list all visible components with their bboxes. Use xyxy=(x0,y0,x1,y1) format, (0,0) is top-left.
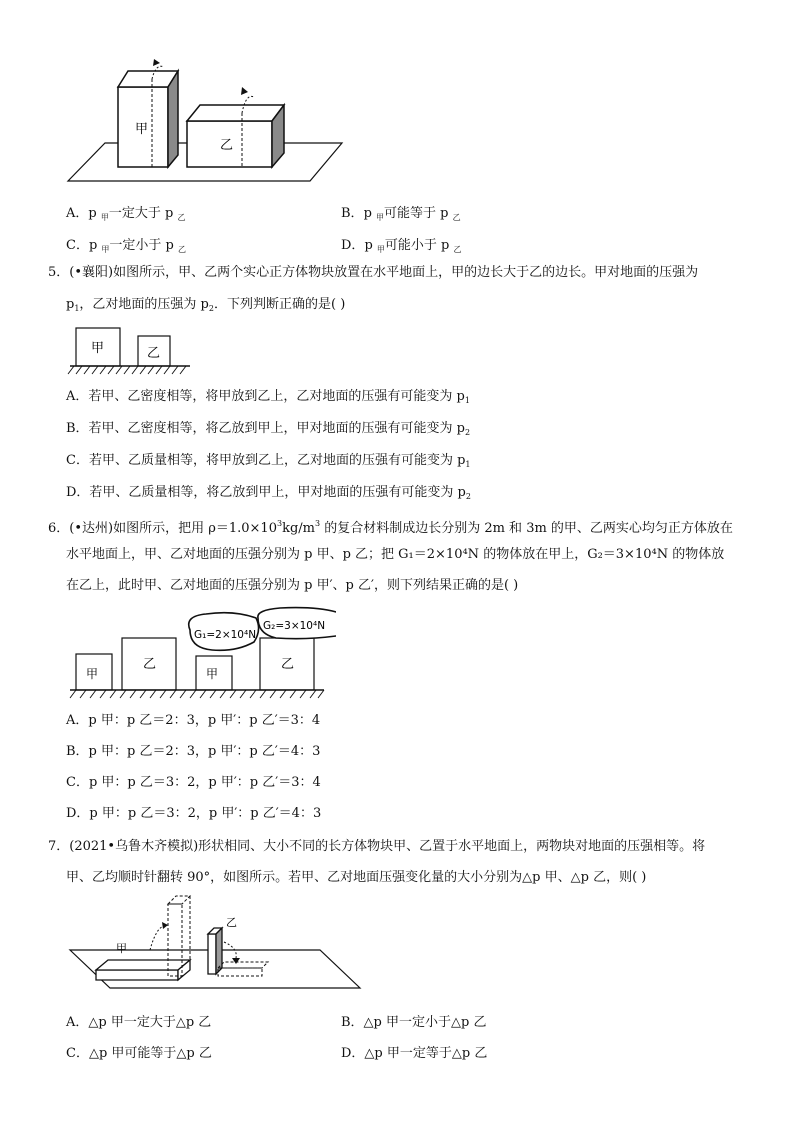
q6-stem-line2: 水平地面上，甲、乙对地面的压强分别为 p 甲、p 乙；把 G₁＝2×10⁴N 的物体放在甲上，G₂＝3×10⁴N 的物体放 xyxy=(66,547,725,562)
q6-label-yi-2: 乙 xyxy=(281,657,295,672)
q6-option-a[interactable]: A．p 甲：p 乙＝2：3，p 甲′：p 乙′＝3：4 xyxy=(66,713,321,728)
q6-option-b[interactable]: B．p 甲：p 乙＝2：3，p 甲′：p 乙′＝4：3 xyxy=(66,744,321,759)
q5-option-b[interactable]: B．若甲、乙密度相等，将乙放到甲上，甲对地面的压强有可能变为 $p_2$ xyxy=(66,421,471,437)
q5-stem-line1: 5．(•襄阳)如图所示，甲、乙两个实心正方体物块放置在水平地面上，甲的边长大于乙的边长。甲对地面的压强为 xyxy=(48,265,699,280)
q4-figure xyxy=(60,55,350,185)
q4-option-d[interactable]: D．p $_甲$可能小于 p $_乙$ xyxy=(341,238,462,254)
q6-option-d[interactable]: D．p 甲：p 乙＝3：2，p 甲′：p 乙′＝4：3 xyxy=(66,806,322,821)
q6-label-g1: G₁=2×10⁴N xyxy=(194,629,257,641)
q7-label-yi: 乙 xyxy=(226,916,237,929)
q7-option-d[interactable]: D．△p 甲一定等于△p 乙 xyxy=(341,1046,488,1061)
q5-stem-line2: $p_1$，乙对地面的压强为 $p_2$．下列判断正确的是( ) xyxy=(66,297,346,313)
q7-option-c[interactable]: C．△p 甲可能等于△p 乙 xyxy=(66,1046,212,1061)
q6-figure xyxy=(66,604,336,704)
q5-option-c[interactable]: C．若甲、乙质量相等，将甲放到乙上，乙对地面的压强有可能变为 $p_1$ xyxy=(66,453,471,469)
q5-option-d[interactable]: D．若甲、乙质量相等，将乙放到甲上，甲对地面的压强有可能变为 $p_2$ xyxy=(66,485,471,501)
q4-option-b[interactable]: B．p $_甲$可能等于 p $_乙$ xyxy=(341,206,461,222)
q5-figure xyxy=(66,322,196,380)
q6-label-g2: G₂=3×10⁴N xyxy=(263,620,326,632)
q7-option-b[interactable]: B．△p 甲一定小于△p 乙 xyxy=(341,1015,487,1030)
q5-label-jia: 甲 xyxy=(91,341,105,356)
q7-figure xyxy=(66,890,366,995)
q7-stem-line2: 甲、乙均顺时针翻转 90°，如图所示。若甲、乙对地面压强变化量的大小分别为△p 甲、△p 乙，则( ) xyxy=(66,870,647,885)
q4-label-jia: 甲 xyxy=(135,122,149,137)
q5-option-a[interactable]: A．若甲、乙密度相等，将甲放到乙上，乙对地面的压强有可能变为 $p_1$ xyxy=(66,389,470,405)
q6-label-yi-1: 乙 xyxy=(143,657,157,672)
q5-label-yi: 乙 xyxy=(147,346,161,361)
q6-label-jia-1: 甲 xyxy=(86,667,99,681)
q4-option-c[interactable]: C．p $_甲$一定小于 p $_乙$ xyxy=(66,238,187,254)
q7-stem-line1: 7．(2021•乌鲁木齐模拟)形状相同、大小不同的长方体物块甲、乙置于水平地面上，两物块对地面的压强相等。将 xyxy=(48,839,706,854)
q4-option-a[interactable]: A．p $_甲$一定大于 p $_乙$ xyxy=(66,206,186,222)
q6-label-jia-2: 甲 xyxy=(206,667,219,681)
q7-label-jia: 甲 xyxy=(116,942,127,955)
q6-stem-line1: 6．(•达州)如图所示，把用 $\rho=1.0\times 10^3kg/m^3$ 的复合材料制成边长分别为 2m 和 3m 的甲、乙两实心均匀正方体放在 xyxy=(48,519,733,536)
q7-option-a[interactable]: A．△p 甲一定大于△p 乙 xyxy=(66,1015,212,1030)
q4-label-yi: 乙 xyxy=(220,138,234,153)
q6-option-c[interactable]: C．p 甲：p 乙＝3：2，p 甲′：p 乙′＝3：4 xyxy=(66,775,321,790)
q6-stem-line3: 在乙上，此时甲、乙对地面的压强分别为 p 甲′、p 乙′，则下列结果正确的是( ) xyxy=(66,578,519,593)
